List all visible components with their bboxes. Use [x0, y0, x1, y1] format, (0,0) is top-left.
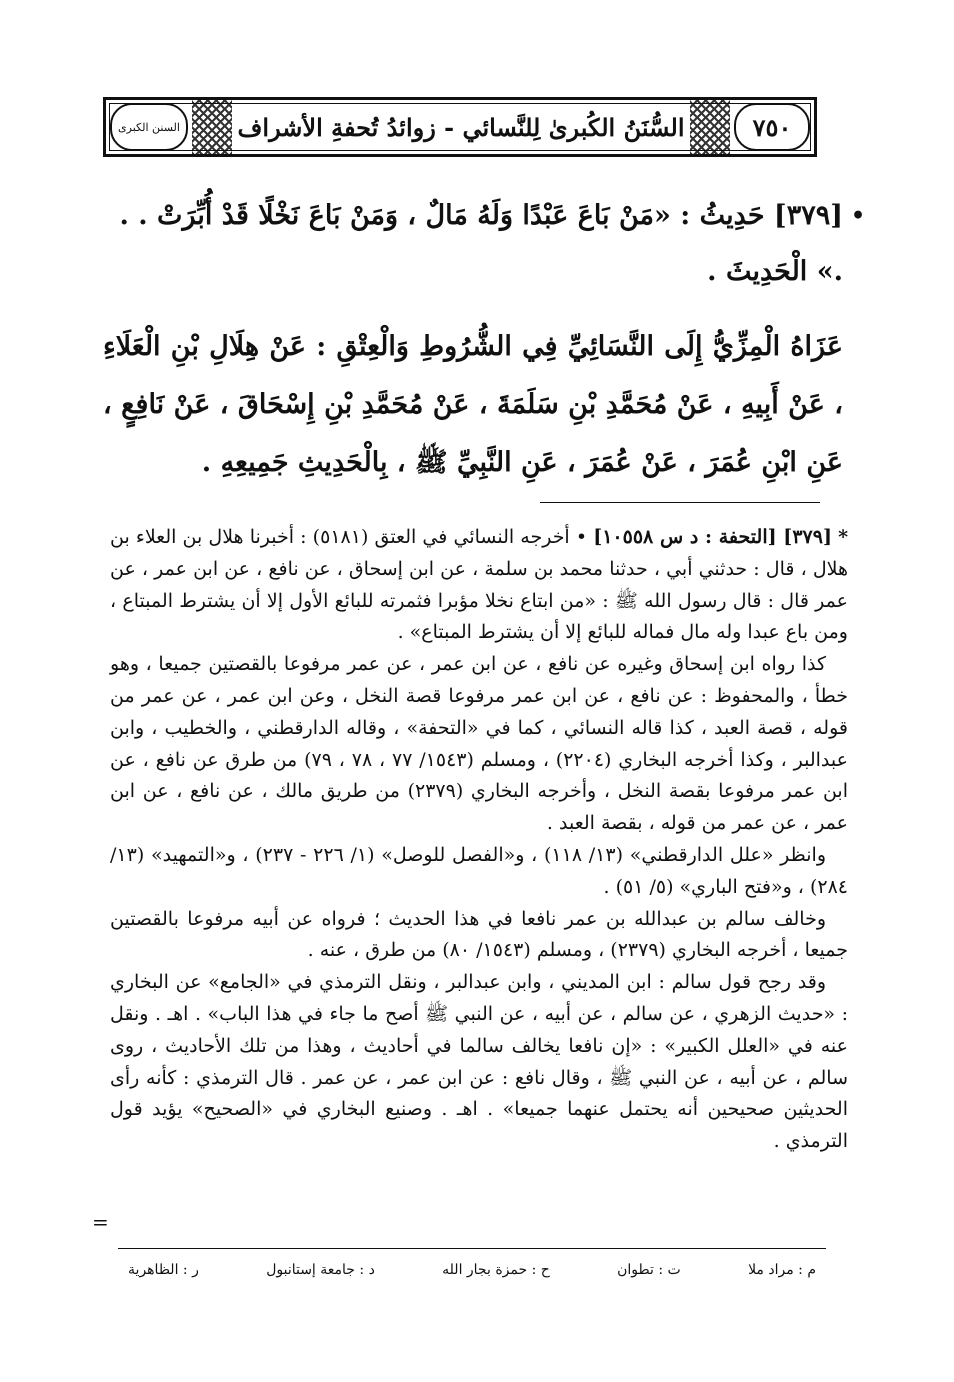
continuation-mark: =: [92, 1210, 109, 1234]
asterisk-icon: *: [838, 526, 849, 548]
legend-item: ح : حمزة بجار الله: [442, 1262, 550, 1278]
ornament-left: [192, 100, 232, 154]
ornament-right: [690, 100, 730, 154]
footnote-paragraph: وقد رجح قول سالم : ابن المديني ، وابن عبدالبر ، ونقل الترمذي في «الجامع» عن البخاري : «حديث الزهري ، عن سالم ، عن أبيه ، عن النبي ﷺ أصح ما جاء في هذا الباب» . اهـ . ونقل عنه في «العلل الكبير» : «إن نافعا يخالف سالما في أحاديث ، وهذا من تلك الأحاديث ، روى سالم ، عن أبيه ، عن النبي ﷺ ، وقال نافع : عن ابن عمر ، عن عمر . قال الترمذي : كأنه رأى الحديثين صحيحين أنه يحتمل عنهما جميعا» . اهـ . وصنيع البخاري في «الصحيح» يؤيد قول الترمذي .: [110, 971, 848, 1153]
hadith-text: [٣٧٩] حَدِيثُ : «مَنْ بَاعَ عَبْدًا وَلَهُ مَالٌ ، وَمَنْ بَاعَ نَخْلًا قَدْ أُبِّرَتْ . . .» الْحَدِيثَ .: [119, 200, 843, 287]
page-header: [103, 97, 817, 157]
attribution-paragraph: [103, 318, 843, 492]
bullet-icon: •: [850, 203, 865, 229]
footnote-paragraph: وخالف سالم بن عبدالله بن عمر نافعا في هذا الحديث ؛ فرواه عن أبيه مرفوعا بالقصتين جميعا ، أخرجه البخاري (٢٣٧٩) ، ومسلم (١٥٤٣/ ٨٠) من طرق ، عنه .: [110, 907, 848, 962]
footnote-paragraph: كذا رواه ابن إسحاق وغيره عن نافع ، عن ابن عمر ، عن عمر مرفوعا بالقصتين جميعا ، وهو خطأ ، والمحفوظ : عن نافع ، عن ابن عمر مرفوعا قصة النخل ، وعن ابن عمر ، عن عمر من قوله ، قصة العبد ، كذا قاله النسائي ، كما في «التحفة» ، وقاله الدارقطني ، والخطيب ، وابن عبدالبر ، وكذا أخرجه البخاري (٢٢٠٤) ، ومسلم (١٥٤٣/ ٧٧ ، ٧٨ ، ٧٩) من طرق عن نافع ، عن ابن عمر مرفوعا بقصة النخل ، وأخرجه البخاري (٢٣٧٩) من طريق مالك ، عن نافع ، عن ابن عمر ، عن عمر من قوله ، بقصة العبد .: [110, 653, 848, 835]
running-title: السُّنَنُ الكُبرىٰ لِلنَّسائي - زوائدُ تُحفةِ الأشراف: [237, 112, 685, 142]
medallion-text: السنن الكبرى: [118, 120, 180, 134]
legend-separator: [118, 1248, 826, 1249]
legend-item: م : مراد ملا: [748, 1262, 816, 1278]
legend-item: ر : الظاهرية: [128, 1262, 199, 1278]
footnote-paragraph: وانظر «علل الدارقطني» (١٣/ ١١٨) ، و«الفصل للوصل» (١/ ٢٢٦ - ٢٣٧) ، و«التمهيد» (١٣/ ٢٨٤) ، و«فتح الباري» (٥/ ٥١) .: [110, 843, 848, 898]
book-medallion: [110, 103, 188, 151]
legend-item: د : جامعة إستانبول: [266, 1262, 375, 1278]
legend-item: ت : تطوان: [617, 1262, 681, 1278]
footnote-text: أخرجه النسائي في العتق (٥١٨١) : أخبرنا هلال بن العلاء بن هلال ، قال : حدثني أبي ، حدثنا محمد بن سلمة ، عن ابن إسحاق ، عن نافع ، عن ابن عمر ، عن عمر قال : قال رسول الله ﷺ : «من ابتاع نخلا مؤبرا فثمرته للبائع الأول إلا أن يشترط المبتاع ، ومن باع عبدا وله مال فماله للبائع إلا أن يشترط المبتاع» .: [110, 526, 848, 644]
footnote-separator: [540, 502, 820, 503]
hadith-entry: [103, 188, 865, 300]
footnote-paragraph: [110, 522, 848, 649]
footnote-ref: [٣٧٩] [التحفة : د س ١٠٥٥٨]: [593, 526, 832, 548]
page-number: ٧٥٠: [734, 103, 810, 151]
bullet-icon: •: [575, 526, 588, 548]
manuscript-legend: [118, 1262, 826, 1278]
footnote: [110, 522, 848, 1158]
attribution-text: عَزَاهُ الْمِزِّيُّ إِلَى النَّسَائِيِّ فِي الشُّرُوطِ وَالْعِتْقِ : عَنْ هِلَالِ بْنِ الْعَلَاءِ ، عَنْ أَبِيهِ ، عَنْ مُحَمَّدِ بْنِ سَلَمَةَ ، عَنْ مُحَمَّدِ بْنِ إِسْحَاقَ ، عَنْ نَافِعٍ ، عَنِ ابْنِ عُمَرَ ، عَنْ عُمَرَ ، عَنِ النَّبِيِّ ﷺ ، بِالْحَدِيثِ جَمِيعِهِ .: [103, 331, 843, 478]
